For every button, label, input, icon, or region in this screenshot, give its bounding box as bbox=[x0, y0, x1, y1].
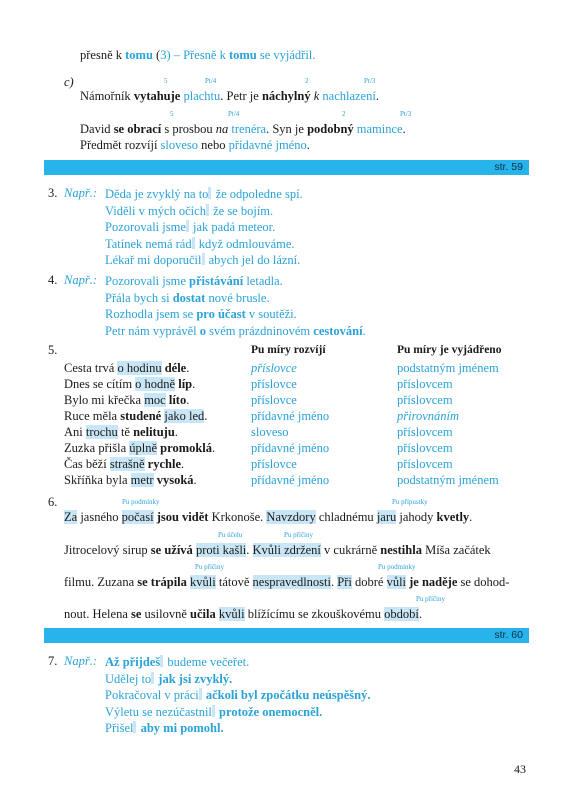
section-bar-str-60 bbox=[44, 628, 529, 643]
table-row: Ruce měla studené jako led. přídavné jméno přirovnáním bbox=[64, 409, 460, 423]
table-row: Čas běží strašně rychle. příslovce příslovcem bbox=[64, 457, 453, 471]
ex6-line-1: Za jasného počasí jsou vidět Krkonoše. Navzdory chladnému jaru jahody kvetly. bbox=[64, 510, 473, 524]
answer-line: Lékař mi doporučil abych jel do lázní. bbox=[105, 253, 301, 267]
exercise-3-answers bbox=[105, 186, 303, 269]
page-reference: str. 60 bbox=[494, 629, 523, 641]
annotation: 5 bbox=[170, 110, 174, 118]
annotation: 2 bbox=[342, 110, 346, 118]
table-row: Bylo mi křečka moc líto. příslovce příslovcem bbox=[64, 393, 453, 407]
annotation: Pu příčiny bbox=[416, 595, 445, 603]
annotation: Pt/3 bbox=[400, 110, 412, 118]
ex6-line-4: nout. Helena se usilovně učila kvůli blížícímu se zkouškovému období. bbox=[64, 607, 422, 621]
top-line-2: Námořník vytahuje plachtu. Petr je náchylný k nachlazení. bbox=[80, 89, 379, 103]
answer-line: Pozorovali jsme přistávání letadla. bbox=[105, 274, 283, 288]
annotation: Pu podmínky bbox=[378, 563, 416, 571]
top-line-4: Předmět rozvíjí sloveso nebo přídavné jméno. bbox=[80, 138, 310, 152]
column-header: Pu míry je vyjádřeno bbox=[397, 344, 502, 356]
exercise-number: 3. bbox=[48, 186, 58, 200]
exercise-number: 4. bbox=[48, 273, 58, 287]
table-row: Cesta trvá o hodinu déle. příslovce podstatným jménem bbox=[64, 361, 499, 375]
top-line-1: přesně k tomu (3) – Přesně k tomu se vyjádřil. bbox=[80, 48, 316, 62]
exercise-label: Např.: bbox=[64, 186, 97, 200]
exercise-7-answers bbox=[105, 654, 370, 737]
annotation: 2 bbox=[305, 77, 309, 85]
answer-line: Petr nám vyprávěl o svém prázdninovém cestování. bbox=[105, 323, 366, 338]
annotation: Pt/4 bbox=[205, 77, 217, 85]
answer-line: Děda je zvyklý na to že odpoledne spí. bbox=[105, 187, 303, 201]
answer-line: Přišel aby mi pomohl. bbox=[105, 721, 224, 735]
annotation: Pt/4 bbox=[228, 110, 240, 118]
exercise-label: Např.: bbox=[64, 654, 97, 668]
answer-line: Výletu se nezúčastnil protože onemocněl. bbox=[105, 704, 323, 719]
exercise-4-answers bbox=[105, 273, 366, 339]
ex6-line-3: filmu. Zuzana se trápila kvůli tátově nespravedlnosti. Při dobré vůli je naděje se dohod- bbox=[64, 575, 510, 589]
annotation: Pu přípustky bbox=[392, 498, 428, 506]
label-c: c) bbox=[64, 75, 74, 89]
annotation: Pu podmínky bbox=[122, 498, 160, 506]
answer-line: Pokračoval v práci ačkoli byl zpočátku neúspěšný. bbox=[105, 688, 371, 702]
answer-line: Viděli v mých očích že se bojím. bbox=[105, 203, 274, 218]
exercise-number: 6. bbox=[48, 495, 58, 509]
annotation: Pu účelu bbox=[218, 531, 243, 539]
answer-line: Udělej to jak jsi zvyklý. bbox=[105, 671, 233, 686]
answer-line: Pozorovali jsme jak padá meteor. bbox=[105, 220, 276, 234]
annotation: Pt/3 bbox=[364, 77, 376, 85]
answer-line: Rozhodla jsem se pro účast v soutěži. bbox=[105, 307, 297, 321]
exercise-label: Např.: bbox=[64, 273, 97, 287]
exercise-number: 5. bbox=[48, 343, 58, 357]
answer-line: Tatínek nemá rád když odmlouváme. bbox=[105, 236, 295, 251]
answer-line: Přála bych si dostat nové brusle. bbox=[105, 290, 270, 305]
table-row: Ani trochu tě nelituju. sloveso příslovcem bbox=[64, 425, 453, 439]
ex6-line-2: Jitrocelový sirup se užívá proti kašli. Kvůli zdržení v cukrárně nestihla Míša začátek bbox=[64, 543, 491, 557]
annotation: 5 bbox=[164, 77, 168, 85]
exercise-5-table bbox=[64, 360, 534, 488]
table-row: Skříňka byla metr vysoká. přídavné jméno podstatným jménem bbox=[64, 473, 499, 487]
annotation: Pu příčiny bbox=[284, 531, 313, 539]
table-row: Zuzka přišla úplně promoklá. přídavné jméno příslovcem bbox=[64, 441, 453, 455]
table-row: Dnes se cítím o hodně líp. příslovce příslovcem bbox=[64, 377, 453, 391]
annotation: Pu příčiny bbox=[195, 563, 224, 571]
section-bar-str-59 bbox=[44, 160, 529, 175]
exercise-number: 7. bbox=[48, 654, 58, 668]
page-number: 43 bbox=[514, 762, 526, 776]
answer-line: Až přijdeš budeme večeřet. bbox=[105, 655, 250, 669]
top-line-3: David se obrací s prosbou na trenéra. Syn je podobný mamince. bbox=[80, 122, 406, 136]
column-header: Pu míry rozvíjí bbox=[251, 344, 326, 356]
page-reference: str. 59 bbox=[494, 161, 523, 173]
